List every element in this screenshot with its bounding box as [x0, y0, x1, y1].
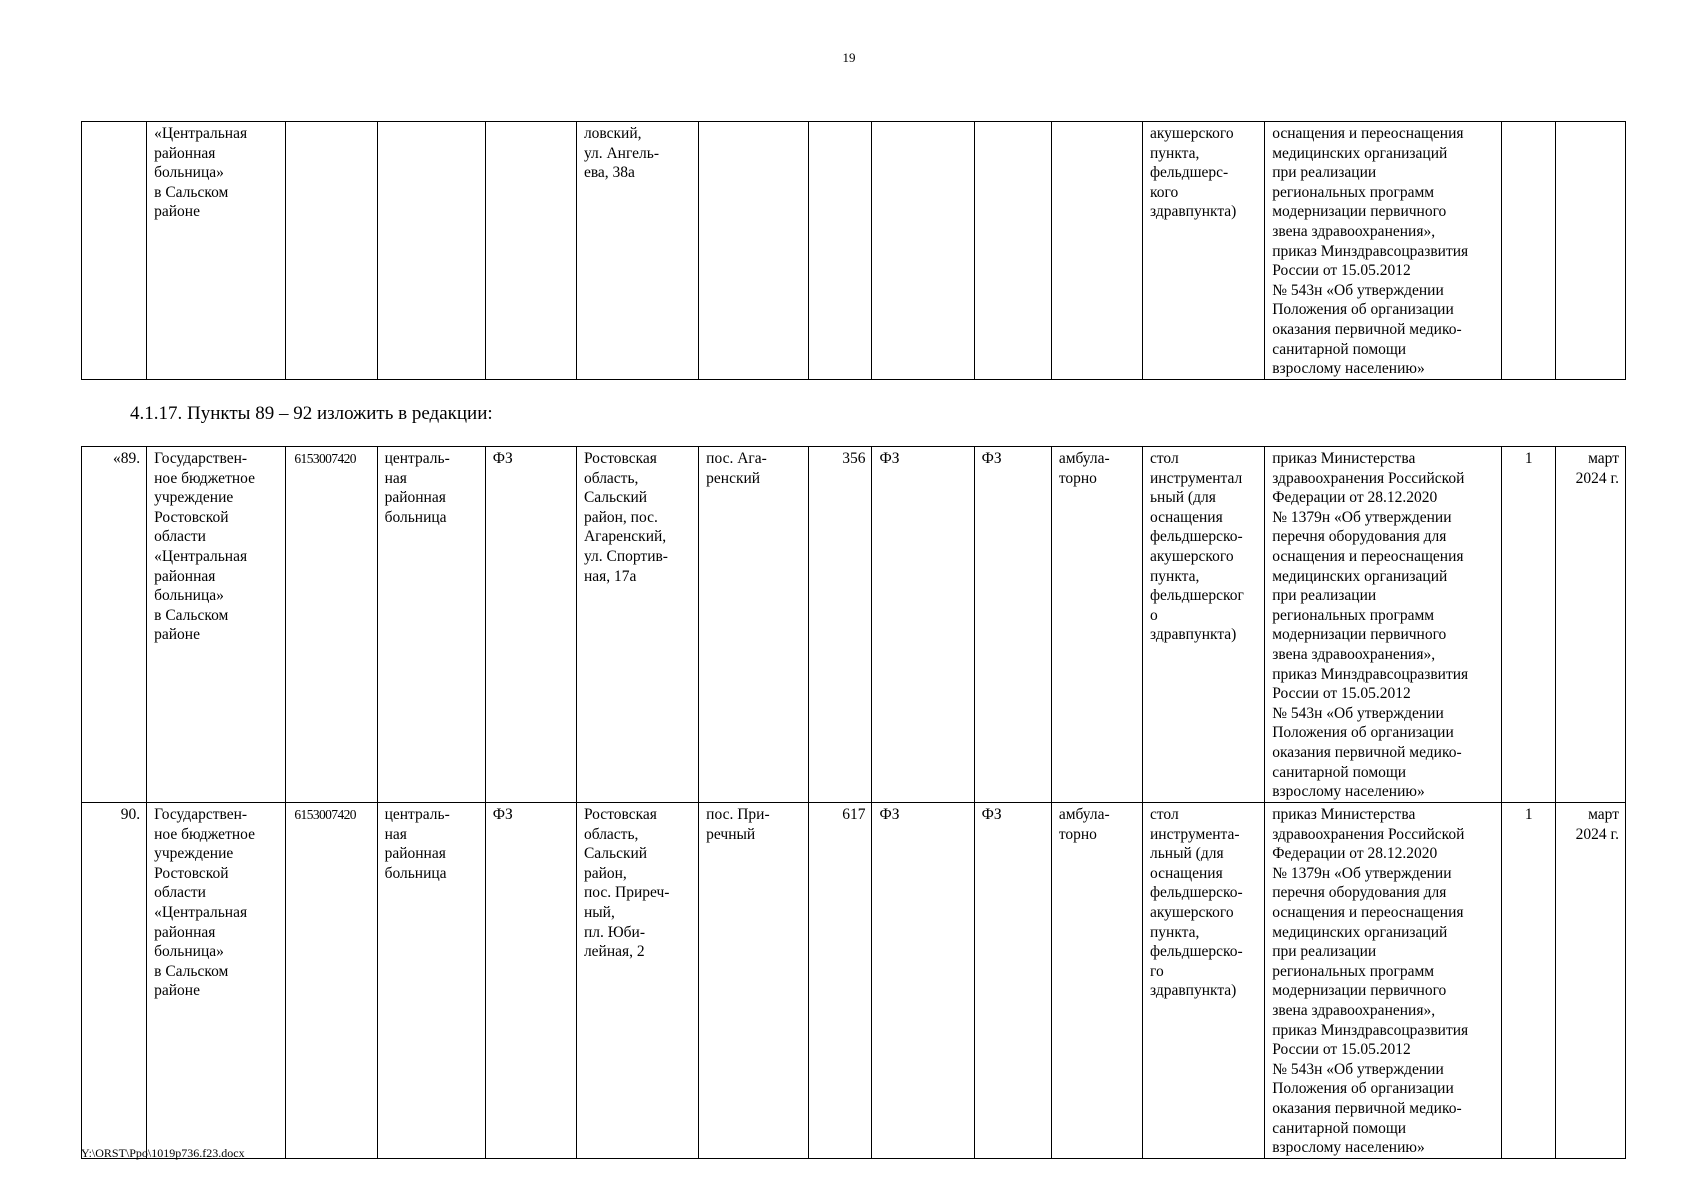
cell-deadline: [1555, 122, 1625, 380]
section-heading: 4.1.17. Пункты 89 – 92 изложить в редакции:: [130, 403, 493, 424]
cell-settlement: пос. Ага- ренский: [699, 447, 809, 803]
cell-organization: Государствен- ное бюджетное учреждение Ростовской области «Центральная районная больница» в Сальском районе: [147, 447, 286, 803]
footer-file-path: Y:\ORST\Ppo\1019p736.f23.docx: [81, 1146, 245, 1160]
cell-unit-kind-3: [974, 122, 1051, 380]
cell-unit-kind-3: ФЗ: [974, 803, 1051, 1159]
cell-unit-kind-2: ФЗ: [872, 447, 974, 803]
equipment-table: [81, 446, 1626, 1159]
cell-organization: Государствен- ное бюджетное учреждение Ростовской области «Центральная районная больница» в Сальском районе: [147, 803, 286, 1159]
cell-quantity: 1: [1501, 803, 1555, 1159]
cell-population: [809, 122, 872, 380]
cell-legal-basis: приказ Министерства здравоохранения Российской Федерации от 28.12.2020 № 1379н «Об утверждении перечня оборудования для оснащения и переоснащения медицинских организаций при реализации региональных программ модернизации первичного звена здравоохранения», приказ Минздравсоцразвития России от 15.05.2012 № 543н «Об утверждении Положения об организации оказания первичной медико- санитарной помощи взрослому населению»: [1265, 447, 1501, 803]
cell-settlement: [699, 122, 809, 380]
cell-care-mode: [1051, 122, 1142, 380]
cell-equipment: стол инструмента- льный (для оснащения фельдшерско- акушерского пункта, фельдшерско- го здравпункта): [1142, 803, 1264, 1159]
table-row: [82, 447, 1626, 803]
cell-number: 90.: [82, 803, 147, 1159]
page-number: 19: [842, 50, 856, 65]
cell-legal-basis: оснащения и переоснащения медицинских организаций при реализации региональных программ модернизации первичного звена здравоохранения», приказ Минздравсоцразвития России от 15.05.2012 № 543н «Об утверждении Положения об организации оказания первичной медико- санитарной помощи взрослому населению»: [1265, 122, 1501, 380]
continuation-table: [81, 121, 1626, 380]
cell-population: 617: [809, 803, 872, 1159]
cell-quantity: [1501, 122, 1555, 380]
cell-equipment: стол инструментал ьный (для оснащения фельдшерско- акушерского пункта, фельдшерског о здравпункта): [1142, 447, 1264, 803]
cell-deadline: март 2024 г.: [1555, 803, 1625, 1159]
cell-inn: [286, 122, 377, 380]
cell-unit-kind-2: ФЗ: [872, 803, 974, 1159]
cell-unit-kind-3: ФЗ: [974, 447, 1051, 803]
table-row: [82, 803, 1626, 1159]
cell-organization: «Центральная районная больница» в Сальском районе: [147, 122, 286, 380]
cell-number: [82, 122, 147, 380]
cell-unit-kind: ФЗ: [485, 803, 576, 1159]
cell-type: централь- ная районная больница: [377, 803, 485, 1159]
cell-equipment: акушерского пункта, фельдшерс- кого здравпункта): [1142, 122, 1264, 380]
cell-settlement: пос. При- речный: [699, 803, 809, 1159]
cell-address: ловский, ул. Ангель- ева, 38а: [576, 122, 698, 380]
cell-legal-basis: приказ Министерства здравоохранения Российской Федерации от 28.12.2020 № 1379н «Об утверждении перечня оборудования для оснащения и переоснащения медицинских организаций при реализации региональных программ модернизации первичного звена здравоохранения», приказ Минздравсоцразвития России от 15.05.2012 № 543н «Об утверждении Положения об организации оказания первичной медико- санитарной помощи взрослому населению»: [1265, 803, 1501, 1159]
cell-type: [377, 122, 485, 380]
cell-care-mode: амбула- торно: [1051, 447, 1142, 803]
cell-address: Ростовская область, Сальский район, пос. Приреч- ный, пл. Юби- лейная, 2: [576, 803, 698, 1159]
cell-inn: 6153007420: [286, 447, 377, 803]
cell-care-mode: амбула- торно: [1051, 803, 1142, 1159]
cell-unit-kind-2: [872, 122, 974, 380]
cell-population: 356: [809, 447, 872, 803]
cell-quantity: 1: [1501, 447, 1555, 803]
cell-type: централь- ная районная больница: [377, 447, 485, 803]
cell-inn: 6153007420: [286, 803, 377, 1159]
cell-unit-kind: [485, 122, 576, 380]
cell-deadline: март 2024 г.: [1555, 447, 1625, 803]
cell-unit-kind: ФЗ: [485, 447, 576, 803]
table-row: [82, 122, 1626, 380]
cell-address: Ростовская область, Сальский район, пос. Агаренский, ул. Спортив- ная, 17а: [576, 447, 698, 803]
cell-number: «89.: [82, 447, 147, 803]
